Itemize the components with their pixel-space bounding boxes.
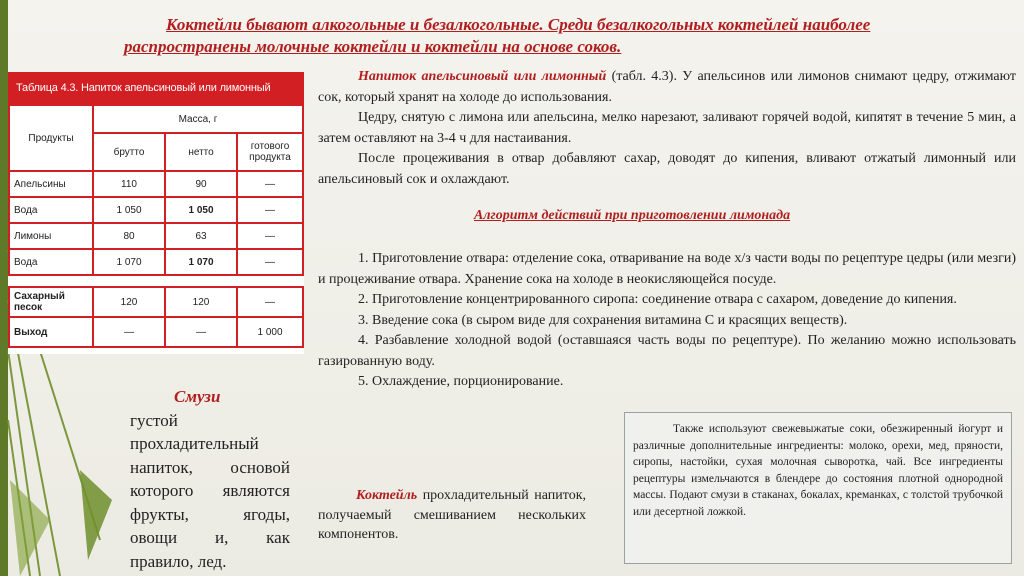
row-brutto: — [93, 317, 165, 347]
drink-name: Напиток апельсиновый или лимонный [358, 69, 607, 84]
row-name: Лимоны [9, 223, 93, 249]
row-brutto: 1 050 [93, 197, 165, 223]
row-ready: — [237, 249, 303, 275]
row-netto: 1 070 [165, 249, 237, 275]
row-brutto: 120 [93, 287, 165, 317]
header-products: Продукты [9, 105, 93, 171]
smoothie-definition [130, 385, 290, 573]
cocktail-text: прохладительный напиток, получаемый смешиванием нескольких компонентов. [318, 488, 586, 542]
row-netto: 63 [165, 223, 237, 249]
row-name: Выход [9, 317, 93, 347]
row-brutto: 80 [93, 223, 165, 249]
drink-description [318, 67, 1016, 190]
algorithm-step: 4. Разбавление холодной водой (оставшаяся часть воды по рецептуре). По желанию можно использовать газированную воду. [318, 333, 1016, 369]
row-name: Апельсины [9, 171, 93, 197]
header-mass: Масса, г [93, 105, 303, 133]
row-ready: 1 000 [237, 317, 303, 347]
row-netto: — [165, 317, 237, 347]
page-title [124, 14, 984, 58]
algorithm-step: 3. Введение сока (в сыром виде для сохранения витамина С и красящих веществ). [358, 312, 848, 328]
drink-paragraph-3: После процеживания в отвар добавляют сахар, доводят до кипения, вливают отжатый лимонный или апельсиновый сок и охлаждают. [318, 151, 1016, 187]
row-name: Сахарный песок [9, 287, 93, 317]
recipe-table-grid-bottom [8, 286, 304, 348]
recipe-table-grid [8, 104, 304, 276]
drink-paragraph-1 [318, 67, 1016, 108]
algorithm-steps [318, 249, 1016, 393]
drink-paragraph-1-text: (табл. 4.3). У апельсинов или лимонов снимают цедру, отжимают сок, который хранят на холоде до использования. [318, 69, 1017, 105]
cocktail-definition [318, 486, 586, 545]
smoothie-info-box [624, 412, 1012, 564]
table-row [9, 197, 303, 223]
cocktail-term: Коктейль [356, 488, 418, 503]
drink-paragraph-2: Цедру, снятую с лимона или апельсина, мелко нарезают, заливают горячей водой, кипятят в течение 5 мин, а затем оставляют на 3-4 ч для настаивания. [318, 110, 1016, 146]
row-netto: 1 050 [165, 197, 237, 223]
row-netto: 90 [165, 171, 237, 197]
row-brutto: 1 070 [93, 249, 165, 275]
table-row [9, 317, 303, 347]
row-ready: — [237, 223, 303, 249]
algorithm-step: 2. Приготовление концентрированного сиропа: соединение отвара с сахаром, доведение до кипения. [358, 292, 957, 307]
row-name: Вода [9, 197, 93, 223]
row-name: Вода [9, 249, 93, 275]
algorithm-step: 1. Приготовление отвара: отделение сока, отваривание на воде х/з части воды по рецептуре цедры (или мезги) и процеживание отвара. Хранение сока на холоде в неокисляющейся посуде. [318, 251, 1016, 287]
smoothie-text: густой прохладительный напиток, основой которого являются фрукты, ягоды, овощи и, как правило, лед. [130, 410, 290, 571]
table-row [9, 249, 303, 275]
table-row [9, 171, 303, 197]
table-row [9, 223, 303, 249]
algorithm-heading: Алгоритм действий при приготовлении лимонада [474, 208, 791, 223]
smoothie-info-text: Также используют свежевыжатые соки, обезжиренный йогурт и различные дополнительные ингредиенты: молоко, орехи, мед, пряности, сиропы, настойки, сухая молочная сыворотка, чай. Все ингредиенты рецептуры измельчаются в блендере до состояния плотной однородной массы. Подают смузи в стаканах, бокалах, креманках, с толстой трубочкой или десертной ложкой. [633, 423, 1003, 518]
title-line-1: Коктейли бывают алкогольные и безалкогольные. Среди безалкогольных коктейлей наиболее [166, 15, 871, 34]
table-row [9, 287, 303, 317]
row-brutto: 110 [93, 171, 165, 197]
row-ready: — [237, 287, 303, 317]
row-netto: 120 [165, 287, 237, 317]
row-ready: — [237, 171, 303, 197]
header-brutto: брутто [93, 133, 165, 171]
recipe-table [8, 72, 304, 354]
header-netto: нетто [165, 133, 237, 171]
algorithm-step: 5. Охлаждение, порционирование. [358, 374, 564, 389]
title-line-2: распространены молочные коктейли и коктейли на основе соков. [124, 37, 622, 56]
smoothie-term: Смузи [174, 387, 221, 406]
header-ready: готового продукта [237, 133, 303, 171]
row-ready: — [237, 197, 303, 223]
table-caption: Таблица 4.3. Напиток апельсиновый или лимонный [8, 72, 304, 104]
